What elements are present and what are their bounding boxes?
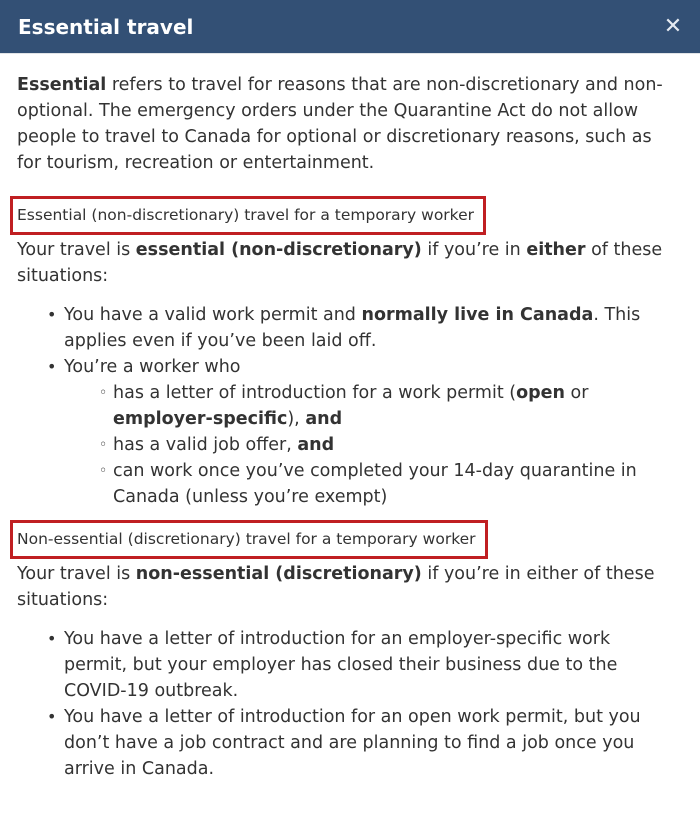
sublist-item	[99, 380, 670, 432]
intro-bold: Essential	[17, 75, 107, 95]
essential-lead-t1: Your travel is	[17, 240, 136, 260]
e-s3-t1: can work once you’ve completed your 14-day quarantine in Canada (unless you’re exempt)	[113, 461, 637, 507]
list-item	[47, 302, 670, 354]
essential-lead-t2: if you’re in	[421, 240, 527, 260]
nonessential-list	[47, 626, 670, 782]
list-item: • You have a letter of introduction for an open work permit, but you don’t have a job contract and are planning to find a job once you arrive in Canada.	[47, 704, 670, 782]
nonessential-heading: Non-essential (discretionary) travel for a temporary worker	[10, 520, 488, 559]
essential-lead	[17, 237, 670, 289]
essential-heading: Essential (non-discretionary) travel for a temporary worker	[10, 196, 486, 235]
ne-lead-t1: Your travel is	[17, 564, 136, 584]
essential-list	[47, 302, 670, 510]
e-s1-b2: employer-specific	[113, 409, 288, 429]
e-s1-t1: has a letter of introduction for a work permit (	[113, 383, 517, 403]
dialog-body	[0, 54, 700, 782]
essential-lead-t3: of these situations:	[17, 240, 663, 286]
close-icon[interactable]: ✕	[663, 14, 683, 39]
e-s1-b3: and	[305, 409, 343, 429]
sublist-item	[99, 432, 670, 458]
e-s1-b1: open	[516, 383, 565, 403]
list-item: • You have a letter of introduction for an employer-specific work permit, but your employer has closed their business due to the COVID-19 outbreak.	[47, 626, 670, 704]
essential-lead-b1: essential (non-discretionary)	[135, 240, 422, 260]
nonessential-lead	[17, 561, 670, 613]
sublist-item	[99, 458, 670, 510]
essential-lead-b2: either	[526, 240, 586, 260]
list-item	[47, 354, 670, 510]
e-s2-b1: and	[297, 435, 335, 455]
e-b1-b1: normally live in Canada	[361, 305, 594, 325]
e-s2-t1: has a valid job offer,	[113, 435, 298, 455]
dialog-header	[0, 0, 700, 54]
e-b2-text: You’re a worker who	[64, 357, 241, 377]
e-s1-t2: or	[564, 383, 589, 403]
e-s1-t3: ),	[287, 409, 306, 429]
e-b1-t2: . This applies even if you’ve been laid off.	[64, 305, 641, 351]
ne-lead-b1: non-essential (discretionary)	[135, 564, 422, 584]
essential-sublist	[99, 380, 670, 510]
e-b1-t1: You have a valid work permit and	[64, 305, 362, 325]
essential-heading-wrapper	[17, 196, 670, 235]
intro-text: refers to travel for reasons that are non-discretionary and non-optional. The emergency orders under the Quarantine Act do not allow people to travel to Canada for optional or discretionary reasons, such as for tourism, recreation or entertainment.	[17, 75, 663, 173]
ne-lead-t2: if you’re in either of these situations:	[17, 564, 655, 610]
dialog-title: Essential travel	[18, 14, 194, 39]
intro-paragraph	[17, 72, 670, 176]
nonessential-heading-wrapper	[17, 520, 670, 559]
